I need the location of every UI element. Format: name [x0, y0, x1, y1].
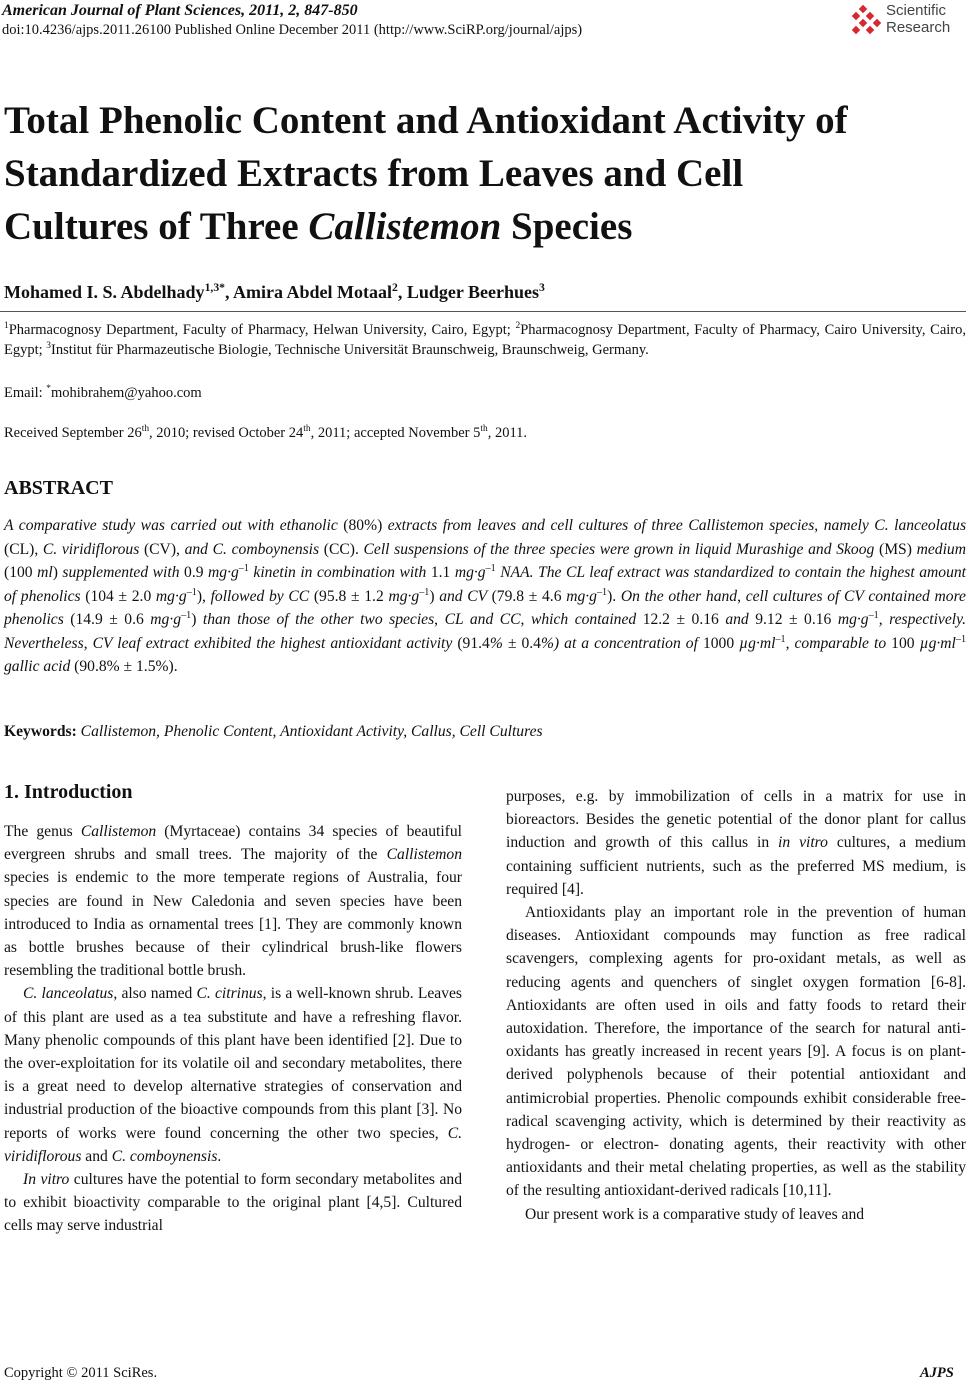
abstract-text: A comparative study was carried out with ethanolic (80%) extracts from leaves and cell cultures of three Callistemon species, namely C. lanceolatus (CL), C. viridiflorous (CV), and C. comboynensis (CC). Cell suspensions of the three species were grown in liquid Murashige and Skoog (MS) medium (100 ml) supplemented with 0.9 $mg\cdot g^{-1}$ kinetin in combination with 1.1 $mg\cdot g^{-1}$ NAA. The CL leaf extract was standardized to contain the highest amount of phenolics (104 ± 2.0 $mg\cdot g^{-1}$), followed by CC (95.8 ± 1.2 $mg\cdot g^{-1}$) and CV (79.8 ± 4.6 $mg\cdot g^{-1}$). On the other hand, cell cultures of CV contained more phenolics (14.9 ± 0.6 $mg\cdot g^{-1}$) than those of the other two species, CL and CC, which contained 12.2 ± 0.16 and 9.12 ± 0.16 $mg\cdot g^{-1}$, respectively. Nevertheless, CV leaf extract exhibited the highest antioxidant activity (91.4% ± 0.4%) at a concentration of 1000 $\mu g\cdot ml^{-1}$, comparable to 100 $\mu g\cdot ml^{-1}$ gallic acid (90.8% ± 1.5%).	[4, 517, 967, 675]
publisher-logo	[848, 2, 968, 42]
keywords-label: Keywords	[4, 723, 72, 740]
publisher-logo-text	[886, 2, 950, 36]
title-line-1: Total Phenolic Content and Antioxidant Activity of	[4, 99, 848, 142]
doi-line: doi:10.4236/ajps.2011.26100 Published Online December 2011 (http://www.SciRP.org/journal/ajps)	[2, 22, 583, 38]
title-line-3: Cultures of Three Callistemon Species	[4, 205, 633, 248]
paper-title	[4, 94, 966, 253]
logo-line-1: Scientific	[886, 2, 947, 19]
body-column-left	[4, 820, 462, 1238]
contact-email: Email: *mohibrahem@yahoo.com	[4, 384, 202, 401]
header-divider	[0, 311, 966, 312]
logo-line-2: Research	[886, 19, 951, 36]
received-dates: Received September 26th, 2010; revised October 24th, 2011; accepted November 5th, 2011.	[4, 424, 528, 441]
section-heading-introduction: 1. Introduction	[4, 781, 133, 803]
author-list: Mohamed I. S. Abdelhady$^{1,3*}$, Amira Abdel Motaal$^2$, Ludger Beerhues$^3$	[4, 281, 545, 302]
paragraph: Our present work is a comparative study of leaves and	[525, 1205, 865, 1223]
keywords: Keywords: Callistemon, Phenolic Content, Antioxidant Activity, Callus, Cell Cultures	[4, 723, 543, 740]
paragraph: The genus Callistemon (Myrtaceae) contains 34 species of beautiful evergreen shrubs and small trees. The majority of the Callistemon species is endemic to the more temperate regions of Australia, four species are found in New Caledonia and seven species have been introduced to India as ornamental trees [1]. They are commonly known as bottle brushes because of their cylindrical brush-like flowers resembling the traditional bottle brush.	[4, 823, 462, 980]
paragraph: Antioxidants play an important role in the prevention of human diseases. Antioxidant compounds may function as free radical scavengers, complexing agents for pro-oxidant metals, as well as reducing agents and quenchers of singlet oxygen formation [6-8]. Antioxidants are often used in oils and fatty foods to retard their autoxidation. Therefore, the importance of the search for natural anti-oxidants has greatly increased in recent years [9]. A focus is on plant-derived polyphenols because of their potential antioxidant and antimicrobial properties. Phenolic compounds exhibit considerable free-radical scavenging activity, which is determined by their reactivity as hydrogen- or electron- donating agents, their reactivity with other antioxidants and their metal chelating properties, as well as the stability of the resulting antioxidant-derived radicals [10,11].	[506, 904, 966, 1200]
paragraph: In vitro cultures have the potential to form secondary metabolites and to exhibit bioactivity comparable to the original plant [4,5]. Cultured cells may serve industrial	[4, 1171, 462, 1235]
paragraph: purposes, e.g. by immobilization of cells in a matrix for use in bioreactors. Besides the genetic potential of the donor plant for callus induction and growth of this callus in in vitro cultures, a medium containing sufficient nutrients, such as the preferred MS medium, is required [4].	[506, 788, 967, 898]
journal-abbrev-footer: AJPS	[920, 1365, 954, 1381]
abstract-heading: ABSTRACT	[4, 477, 113, 499]
copyright-footer: Copyright © 2011 SciRes.	[4, 1365, 158, 1381]
email-link[interactable]: mohibrahem@yahoo.com	[51, 385, 202, 401]
publisher-logo-icon	[848, 4, 884, 40]
affiliations: $^1$Pharmacognosy Department, Faculty of Pharmacy, Helwan University, Cairo, Egypt; $^2$Pharmacognosy Department, Faculty of Pharmacy, Cairo University, Cairo, Egypt; $^3$Institut für Pharmazeutische Biologie, Technische Universität Braunschweig, Braunschweig, Germany.	[4, 321, 967, 358]
body-column-right	[506, 785, 966, 1226]
title-line-2: Standardized Extracts from Leaves and Cell	[4, 152, 744, 195]
journal-citation: American Journal of Plant Sciences, 2011, 2, 847-850	[2, 2, 358, 19]
paragraph: C. lanceolatus, also named C. citrinus, is a well-known shrub. Leaves of this plant are used as a tea substitute and have a refreshing flavor. Many phenolic compounds of this plant have been identified [2]. Due to the over-exploitation for its volatile oil and secondary metabolites, there is a great need to develop alternative strategies of conservation and industrial production of the bioactive compounds from this plant [3]. No reports of works were found concerning the other two species, C. viridiflorous and C. comboynensis.	[4, 985, 462, 1165]
